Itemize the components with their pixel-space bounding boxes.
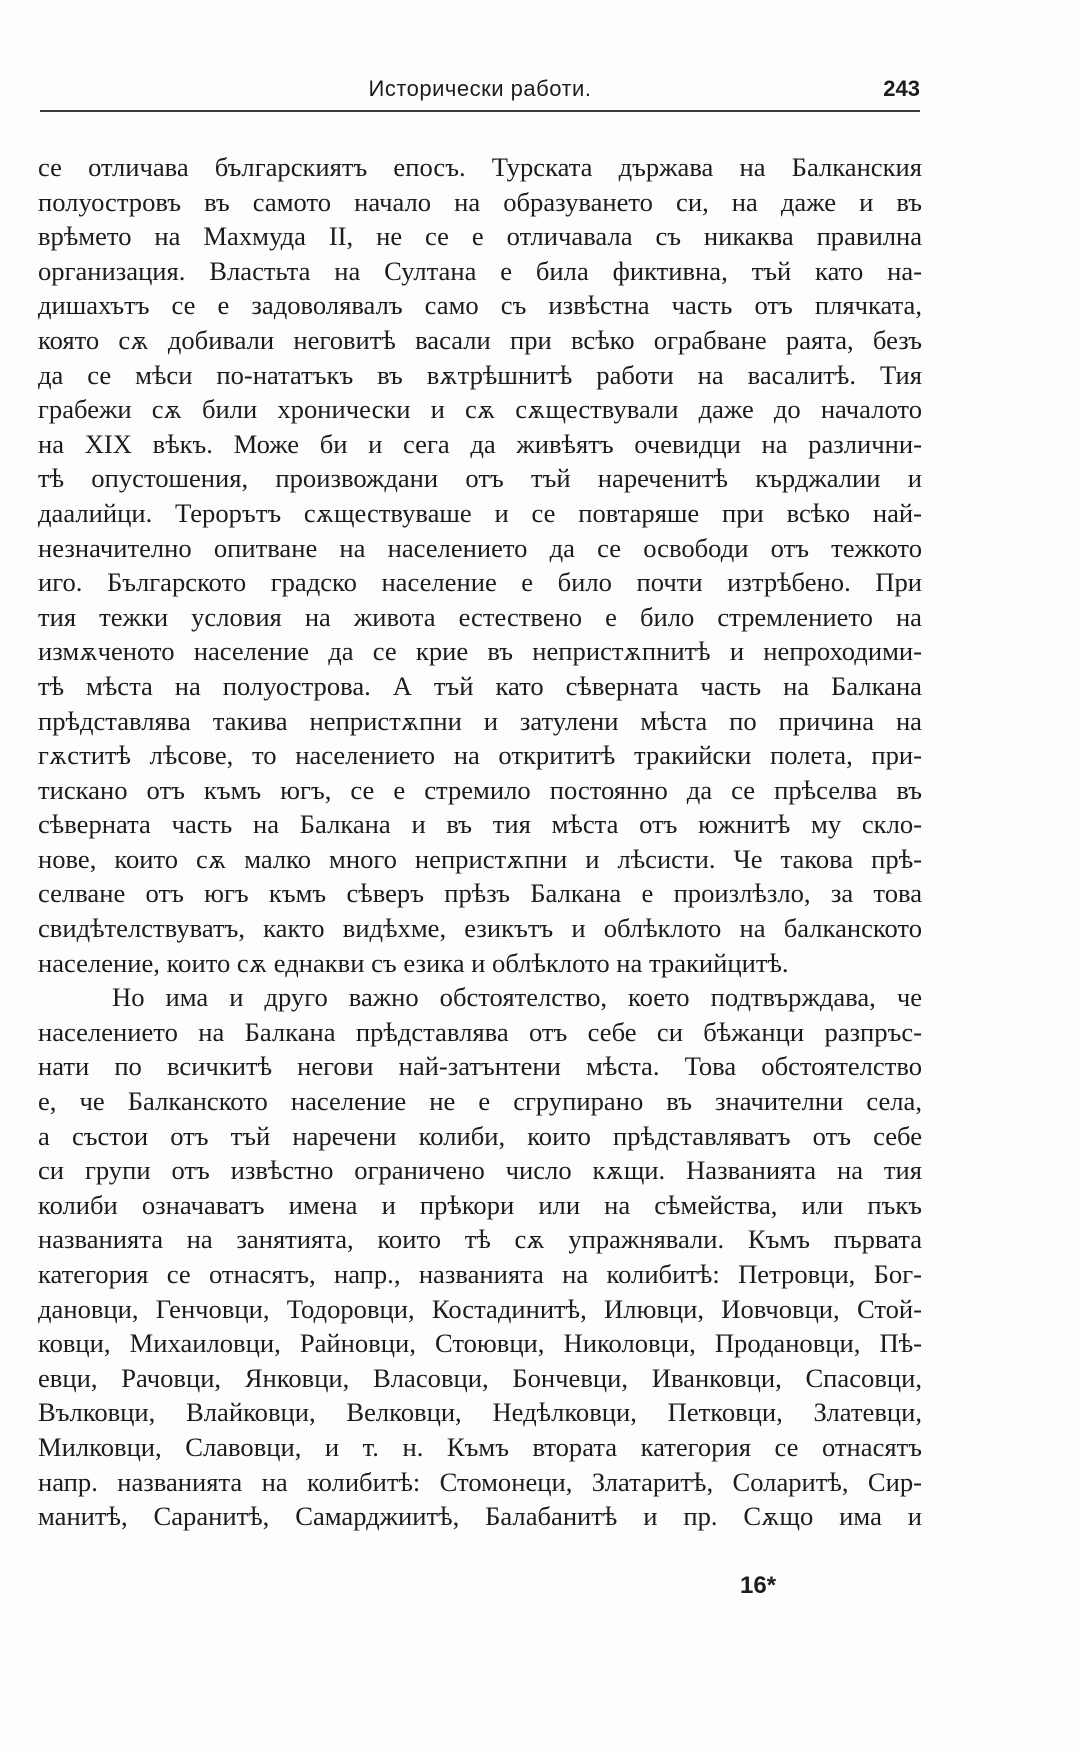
text-line: си групи отъ извѣстно ограничено число кѫщи. Названията на тия bbox=[38, 1155, 922, 1186]
text-line: названията на занятията, които тѣ сѫ упражнявали. Къмъ първата bbox=[38, 1224, 922, 1255]
text-line: население, които сѫ еднакви съ езика и облѣклото на тракийцитѣ. bbox=[38, 947, 789, 978]
text-line: дановци, Генчовци, Тодоровци, Костадинитѣ, Илювци, Иовчовци, Стой- bbox=[38, 1293, 922, 1324]
text-line: сѣверната часть на Балкана и въ тия мѣста отъ южнитѣ му скло- bbox=[38, 809, 922, 840]
running-header bbox=[40, 72, 920, 112]
text-line: напр. названията на колибитѣ: Стомонеци, Златаритѣ, Соларитѣ, Сир- bbox=[38, 1466, 922, 1497]
text-line: прѣдставлява такива непристѫпни и затулени мѣста по причина на bbox=[38, 705, 922, 736]
text-line: на XIX вѣкъ. Може би и сега да живѣятъ очевидци на различни- bbox=[38, 428, 922, 459]
text-line: свидѣтелствуватъ, както видѣхме, езикътъ и облѣклото на балканското bbox=[38, 913, 922, 944]
text-line: дишахътъ се е задоволявалъ само съ извѣстна часть отъ плячката, bbox=[38, 290, 922, 321]
header-rule bbox=[40, 110, 920, 112]
text-line: категория се отнасятъ, напр., названията на колибитѣ: Петровци, Бог- bbox=[38, 1259, 922, 1289]
text-line: тия тежки условия на живота естествено е било стремлението на bbox=[38, 601, 922, 632]
text-line: Вълковци, Влайковци, Велковци, Недѣлковци, Петковци, Златевци, bbox=[38, 1397, 922, 1428]
text-line: иго. Българското градско население е било почти изтрѣбено. При bbox=[38, 567, 922, 598]
body-text bbox=[38, 150, 922, 1534]
text-line: незначително опитване на населението да се освободи отъ тежкото bbox=[38, 532, 922, 563]
text-line: манитѣ, Саранитѣ, Самарджиитѣ, Балабанитѣ и пр. Сѫщо има и bbox=[38, 1501, 922, 1532]
text-line: Милковци, Славовци, и т. н. Къмъ втората категория се отнасятъ bbox=[38, 1431, 922, 1462]
header-title: Исторически работи. bbox=[368, 76, 592, 101]
text-line: грабежи сѫ били хронически и сѫ сѫществували даже до началото bbox=[38, 394, 922, 425]
text-line: евци, Рачовци, Янковци, Власовци, Бончевци, Иванковци, Спасовци, bbox=[38, 1362, 922, 1393]
text-line: която сѫ добивали неговитѣ васали при всѣко ограбване раята, безъ bbox=[38, 324, 922, 355]
text-line: да се мѣси по-нататъкъ въ вѫтрѣшнитѣ работи на васалитѣ. Тия bbox=[38, 359, 922, 390]
text-line: тѣ опустошения, произвождани отъ тъй нареченитѣ кърджалии и bbox=[38, 463, 922, 494]
printer-signature-mark: 16* bbox=[740, 1572, 777, 1599]
text-line: тискано отъ къмъ югъ, се е стремило постоянно да се прѣселва въ bbox=[38, 774, 922, 805]
text-line: нати по всичкитѣ негови най-затънтени мѣста. Това обстоятелство bbox=[38, 1051, 922, 1082]
page-number: 243 bbox=[883, 76, 920, 101]
text-line: колиби означаватъ имена и прѣкори или на сѣмейства, или пъкъ bbox=[38, 1189, 922, 1220]
text-line: тѣ мѣста на полуострова. А тъй като сѣверната часть на Балкана bbox=[38, 670, 922, 701]
text-line: селване отъ югъ къмъ сѣверъ прѣзъ Балкана е произлѣзло, за това bbox=[38, 878, 922, 909]
text-line: полуостровъ въ самото начало на образуването си, на даже и въ bbox=[38, 186, 922, 217]
text-line: организация. Властьта на Султана е била фиктивна, тъй като на- bbox=[38, 255, 922, 286]
text-line: е, че Балканското население не е сгрупирано въ значителни села, bbox=[38, 1086, 922, 1117]
text-line: нове, които сѫ малко много непристѫпни и лѣсисти. Че такова прѣ- bbox=[38, 843, 922, 874]
text-line: гѫститѣ лѣсове, то населението на открититѣ тракийски полета, при- bbox=[38, 740, 922, 771]
text-line: ковци, Михаиловци, Райновци, Стоювци, Николовци, Продановци, Пѣ- bbox=[38, 1328, 922, 1359]
text-line: даалийци. Терорътъ сѫществуваше и се повтаряше при всѣко най- bbox=[38, 497, 922, 528]
text-line: а състои отъ тъй наречени колиби, които прѣдставляватъ отъ себе bbox=[38, 1120, 922, 1151]
text-line: населението на Балкана прѣдставлява отъ себе си бѣжанци разпръс- bbox=[38, 1016, 922, 1047]
text-line: Но има и друго важно обстоятелство, което подтвърждава, че bbox=[112, 982, 922, 1013]
text-line: измѫченото население да се крие въ непристѫпнитѣ и непроходими- bbox=[38, 636, 922, 667]
text-line: се отличава българскиятъ епосъ. Турската държава на Балканския bbox=[38, 152, 922, 182]
text-line: врѣмето на Махмуда II, не се е отличавала съ никаква правилна bbox=[38, 221, 922, 252]
